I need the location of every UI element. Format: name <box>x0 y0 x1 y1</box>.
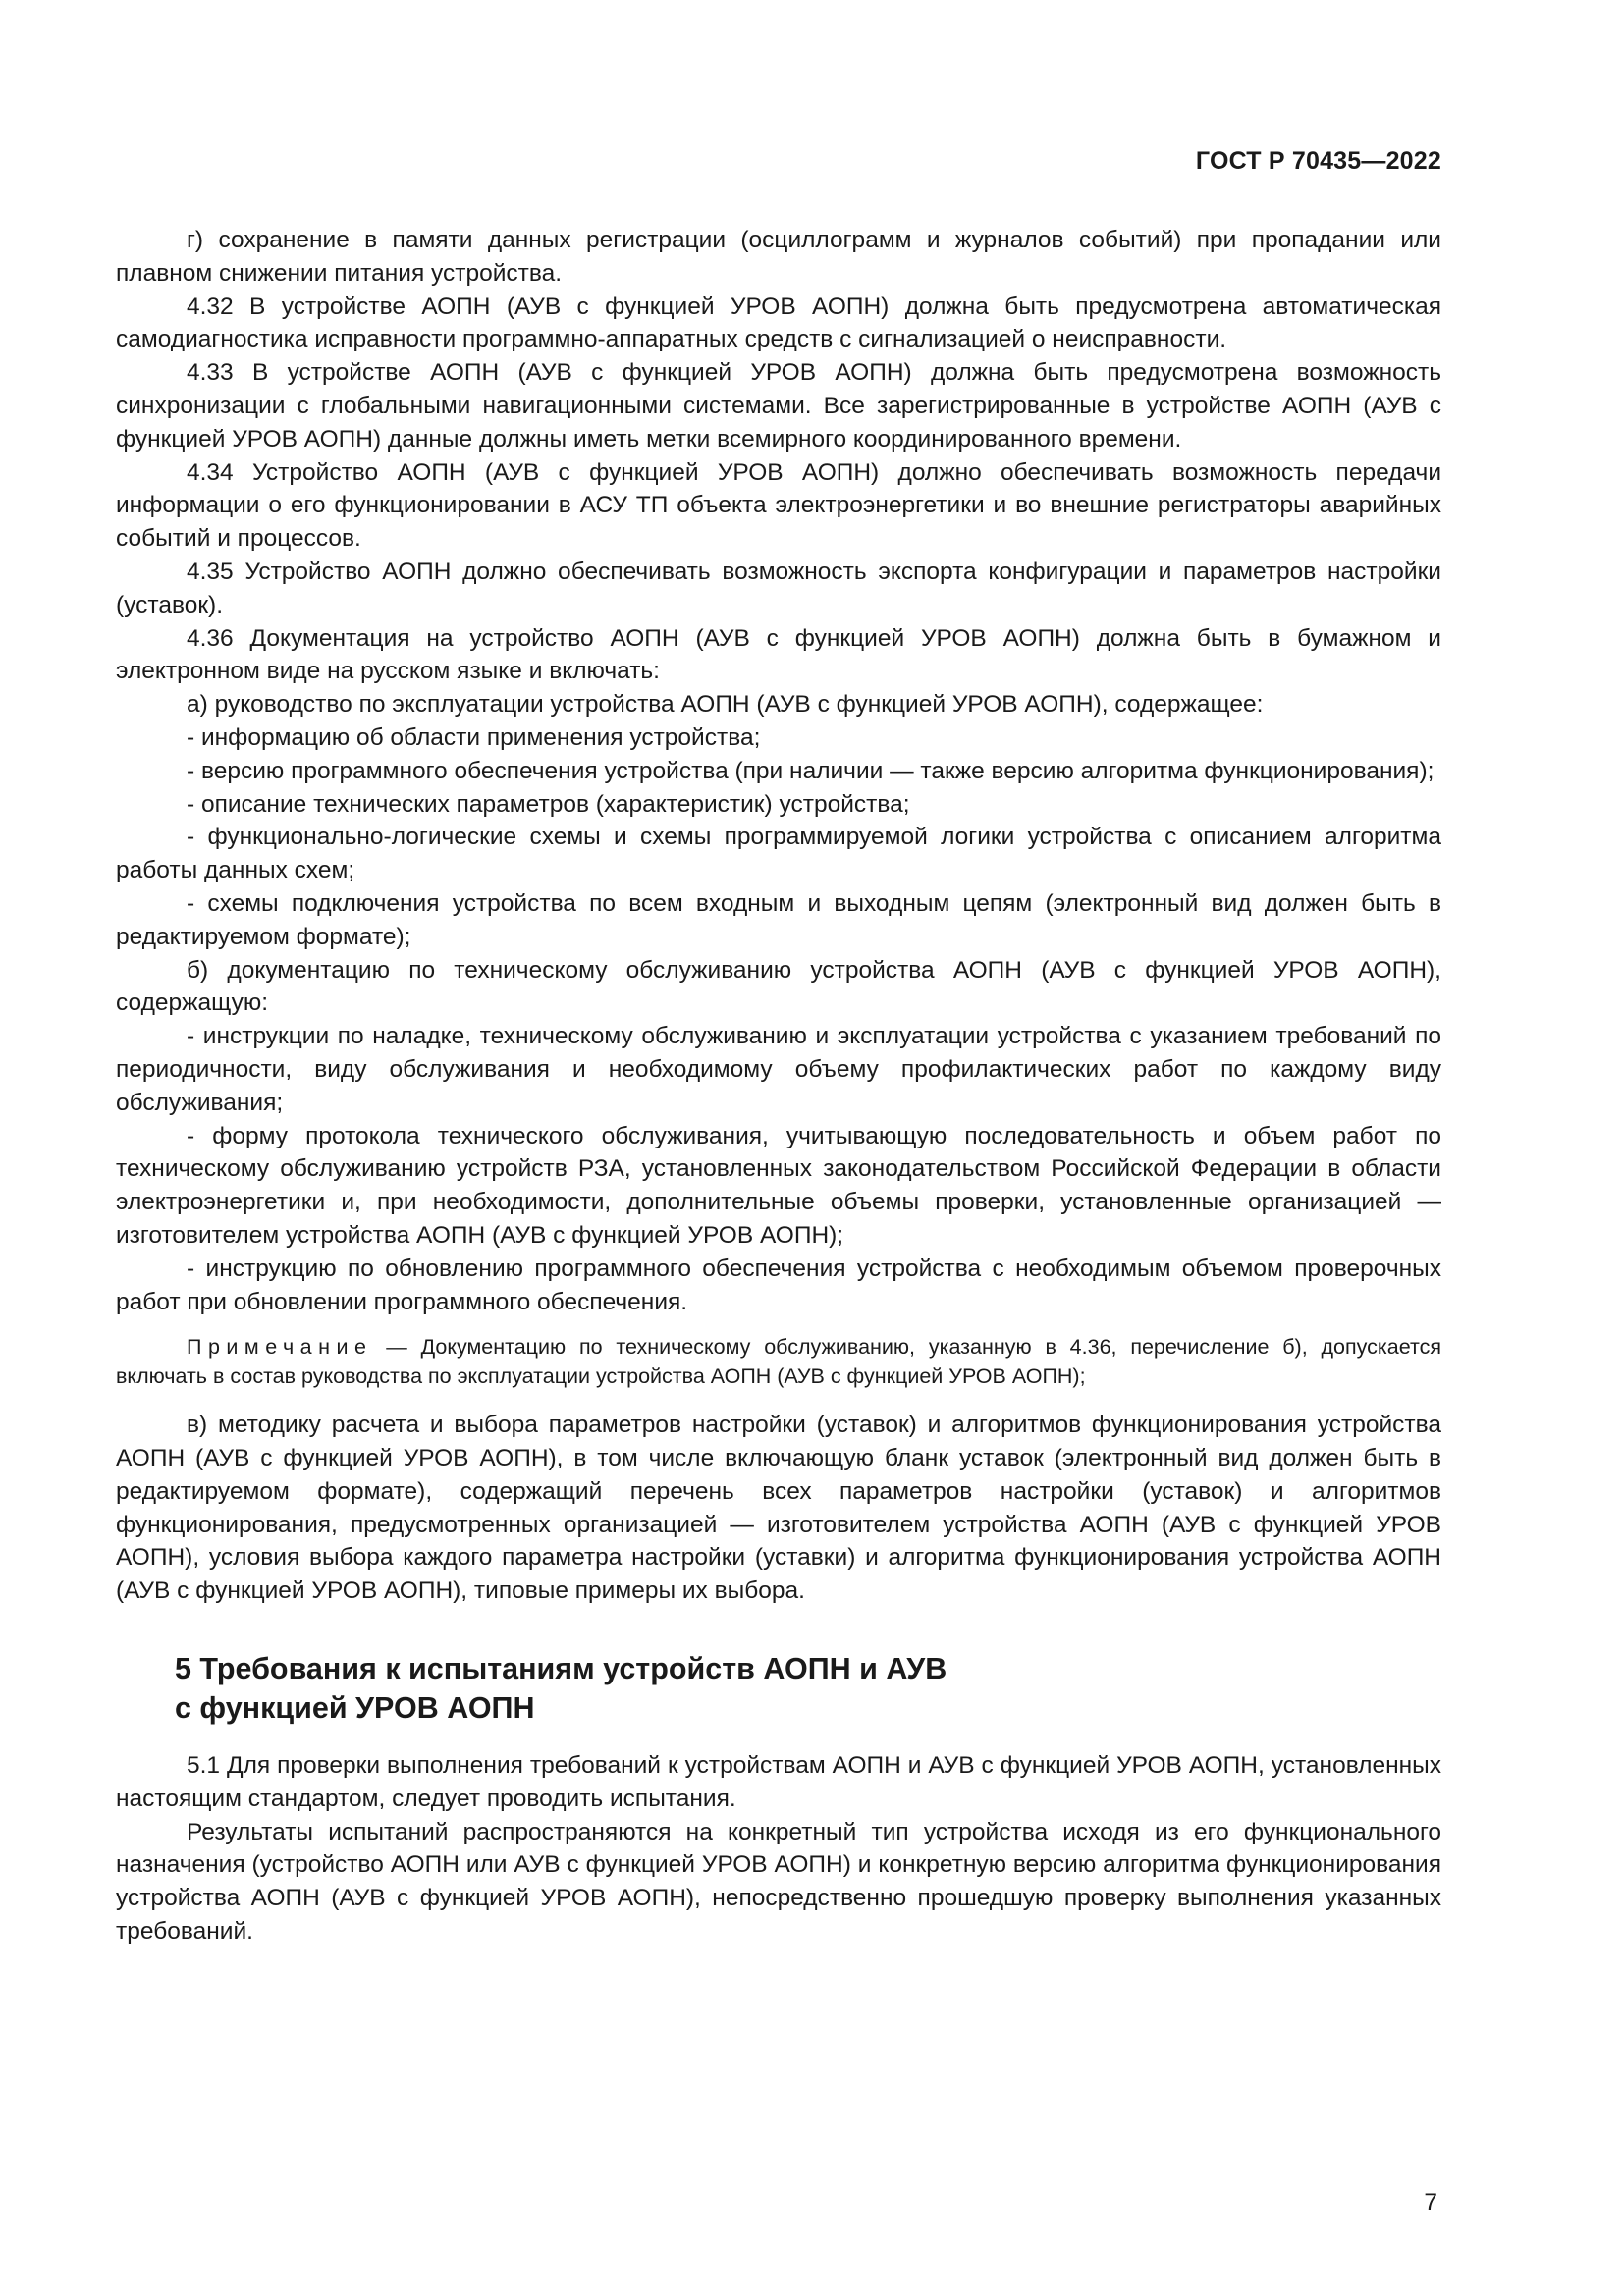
note-label: Примечание <box>187 1335 373 1360</box>
dash-item: - форму протокола технического обслуживания, учитывающую последовательность и объем работ по техническому обслуживанию устройств РЗА, установленных законодательством Российской Федерации в области электроэнергетики и, при необходимости, дополнительные объемы проверки, установленные организацией — изготовителем устройства АОПН (АУВ с функцией УРОВ АОПН); <box>116 1122 1441 1249</box>
note-text: — Документацию по техническому обслуживанию, указанную в 4.36, перечисление б), допускается включать в состав руководства по эксплуатации устройства АОПН (АУВ с функцией УРОВ АОПН); <box>116 1335 1441 1389</box>
page-number: 7 <box>1424 2189 1437 2216</box>
paragraph-4-32: 4.32 В устройстве АОПН (АУВ с функцией УРОВ АОПН) должна быть предусмотрена автоматическая самодиагностика исправности программно-аппаратных средств с сигнализацией о неисправности. <box>116 293 1441 353</box>
paragraph-g: г) сохранение в памяти данных регистрации (осциллограмм и журналов событий) при пропадании или плавном снижении питания устройства. <box>116 227 1441 287</box>
list-item-v: в) методику расчета и выбора параметров настройки (уставок) и алгоритмов функционирования устройства АОПН (АУВ с функцией УРОВ АОПН), в том числе включающую бланк уставок (электронный вид должен быть в редактируемом формате), содержащий перечень всех параметров настройки (уставок) и алгоритмов функционирования, предусмотренных организацией — изготовителем устройства АОПН (АУВ с функцией УРОВ АОПН), условия выбора каждого параметра настройки (уставки) и алгоритма функционирования устройства АОПН (АУВ с функцией УРОВ АОПН), типовые примеры их выбора. <box>116 1412 1441 1605</box>
dash-item: - схемы подключения устройства по всем входным и выходным цепям (электронный вид должен быть в редактируемом формате); <box>116 889 1441 950</box>
paragraph-4-35: 4.35 Устройство АОПН должно обеспечивать возможность экспорта конфигурации и параметров настройки (уставок). <box>116 558 1441 618</box>
paragraph-5-1: 5.1 Для проверки выполнения требований к устройствам АОПН и АУВ с функцией УРОВ АОПН, установленных настоящим стандартом, следует проводить испытания. <box>116 1752 1441 1812</box>
document-id: ГОСТ Р 70435—2022 <box>1195 147 1441 175</box>
section-5-heading <box>116 1649 1441 1728</box>
section-5-heading-line-1: 5 Требования к испытаниям устройств АОПН и АУВ <box>175 1652 947 1686</box>
dash-item: - версию программного обеспечения устройства (при наличии — также версию алгоритма функционирования); <box>187 757 1435 784</box>
paragraph-results: Результаты испытаний распространяются на конкретный тип устройства исходя из его функционального назначения (устройство АОПН или АУВ с функцией УРОВ АОПН) и конкретную версию алгоритма функционирования устройства АОПН (АУВ с функцией УРОВ АОПН), непосредственно прошедшую проверку выполнения указанных требований. <box>116 1818 1441 1946</box>
dash-item: - инструкции по наладке, техническому обслуживанию и эксплуатации устройства с указанием требований по периодичности, виду обслуживания и необходимому объему профилактических работ по каждому виду обслуживания; <box>116 1023 1441 1116</box>
section-5-heading-line-2: с функцией УРОВ АОПН <box>175 1691 535 1726</box>
page-body <box>116 224 1441 1949</box>
dash-item: - описание технических параметров (характеристик) устройства; <box>187 790 910 818</box>
dash-item: - функционально-логические схемы и схемы программируемой логики устройства с описанием алгоритма работы данных схем; <box>116 824 1441 884</box>
note <box>116 1332 1441 1391</box>
paragraph-4-34: 4.34 Устройство АОПН (АУВ с функцией УРОВ АОПН) должно обеспечивать возможность передачи информации о его функционировании в АСУ ТП объекта электроэнергетики и во внешние регистраторы аварийных событий и процессов. <box>116 458 1441 553</box>
list-item-a: а) руководство по эксплуатации устройства АОПН (АУВ с функцией УРОВ АОПН), содержащее: <box>187 691 1264 719</box>
paragraph-4-36: 4.36 Документация на устройство АОПН (АУВ с функцией УРОВ АОПН) должна быть в бумажном и электронном виде на русском языке и включать: <box>116 624 1441 685</box>
dash-item: - инструкцию по обновлению программного обеспечения устройства с необходимым объемом проверочных работ при обновлении программного обеспечения. <box>116 1255 1441 1315</box>
list-item-b: б) документацию по техническому обслуживанию устройства АОПН (АУВ с функцией УРОВ АОПН), содержащую: <box>116 956 1441 1017</box>
paragraph-4-33: 4.33 В устройстве АОПН (АУВ с функцией УРОВ АОПН) должна быть предусмотрена возможность синхронизации с глобальными навигационными системами. Все зарегистрированные в устройстве АОПН (АУВ с функцией УРОВ АОПН) данные должны иметь метки всемирного координированного времени. <box>116 359 1441 453</box>
dash-item: - информацию об области применения устройства; <box>187 723 761 751</box>
